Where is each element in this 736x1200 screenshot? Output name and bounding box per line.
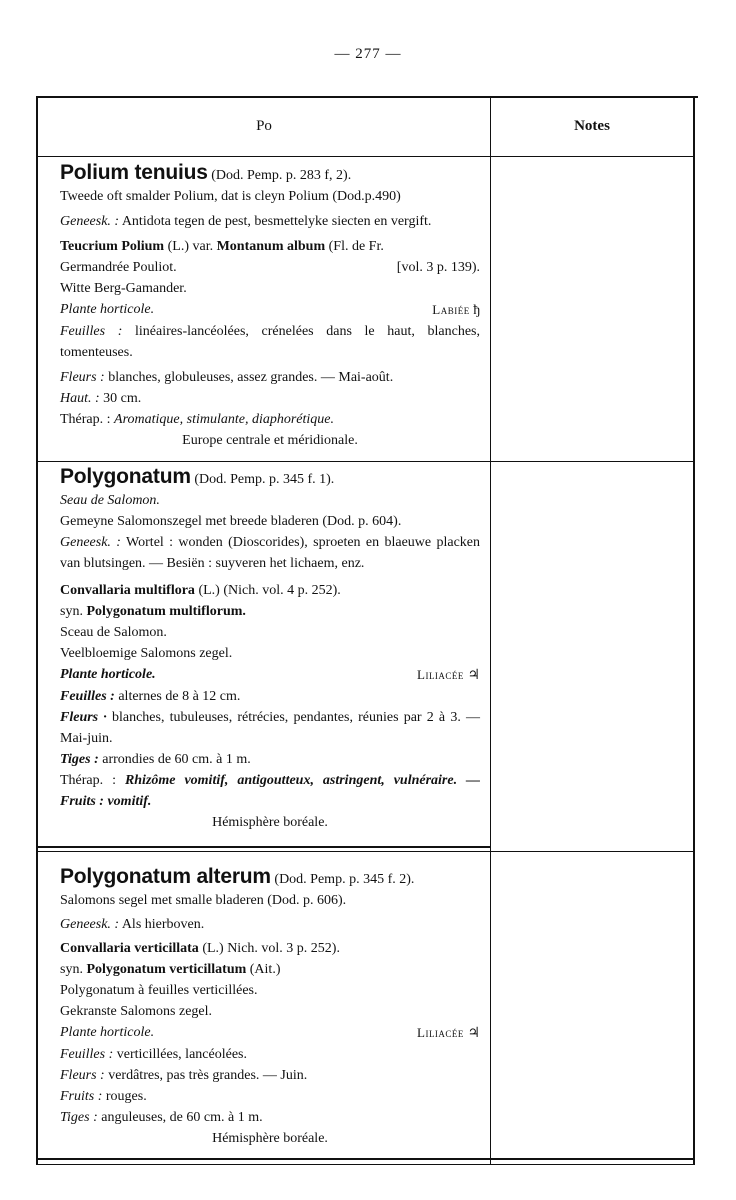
french-name-line: Germandrée Pouliot. [vol. 3 p. 139). bbox=[60, 260, 480, 275]
geneesk-line: Geneesk. : Wortel : wonden (Dioscorides), sproeten en blaeuwe placken van blutsingen. — Besiën : suyveren het lichaem, enz. bbox=[60, 535, 481, 571]
french-common-name: Seau de Salomon. bbox=[60, 493, 160, 508]
left-rule bbox=[36, 96, 38, 1164]
entry-title: Polygonatum alterum bbox=[60, 865, 271, 888]
perennial-symbol: ♃ bbox=[467, 668, 480, 683]
notes-separator-2 bbox=[491, 851, 693, 852]
tiges-line: Tiges : arrondies de 60 cm. à 1 m. bbox=[60, 752, 251, 767]
plante-line: Plante horticole. Labiée ђ bbox=[60, 302, 480, 318]
fleurs-line: Fleurs : blanches, globuleuses, assez grandes. — Mai-août. bbox=[60, 370, 394, 385]
entry-title: Polium tenuius bbox=[60, 161, 208, 184]
plante-line: Plante horticole. Liliacée ♃ bbox=[60, 1025, 480, 1041]
region-line: Hémisphère boréale. bbox=[212, 815, 328, 830]
therap-line: Thérap. : Aromatique, stimulante, diaphorétique. bbox=[60, 412, 334, 427]
dutch-name: Tweede oft smalder Polium, dat is cleyn Polium (Dod.p.490) bbox=[60, 189, 401, 204]
haut-line: Haut. : 30 cm. bbox=[60, 391, 142, 406]
entry-separator-1 bbox=[38, 461, 490, 462]
fleurs-line: Fleurs : verdâtres, pas très grandes. — Juin. bbox=[60, 1068, 308, 1083]
french-name-line: Sceau de Salomon. bbox=[60, 625, 167, 640]
fruits-line: Fruits : rouges. bbox=[60, 1089, 147, 1104]
entry-polygonatum-alterum bbox=[60, 866, 480, 1149]
region-line: Europe centrale et méridionale. bbox=[182, 433, 358, 448]
entry-title: Polygonatum bbox=[60, 465, 191, 488]
entry-reference: (Dod. Pemp. p. 345 f. 1). bbox=[194, 472, 335, 487]
french-name-line: Polygonatum à feuilles verticillées. bbox=[60, 983, 258, 998]
family-label: Liliacée bbox=[417, 667, 464, 682]
entry-separator-2 bbox=[38, 846, 490, 848]
feuilles-line: Feuilles : alternes de 8 à 12 cm. bbox=[60, 689, 241, 704]
dutch-common-name: Witte Berg-Gamander. bbox=[60, 281, 187, 296]
dutch-common-name: Gekranste Salomons zegel. bbox=[60, 1004, 213, 1019]
synonym-line-2: syn. Polygonatum multiflorum. bbox=[60, 604, 246, 619]
synonym-line-1: Convallaria verticillata (L.) Nich. vol. 3 p. 252). bbox=[60, 941, 340, 956]
entry-reference: (Dod. Pemp. p. 283 f, 2). bbox=[211, 168, 352, 183]
column-divider bbox=[490, 96, 491, 1164]
dutch-common-name: Veelbloemige Salomons zegel. bbox=[60, 646, 233, 661]
feuilles-line: Feuilles : verticillées, lancéolées. bbox=[60, 1047, 247, 1062]
bottom-rule-thin bbox=[36, 1164, 695, 1165]
feuilles-line: Feuilles : linéaires-lancéolées, crénelées dans le haut, blanches, tomenteuses. bbox=[60, 324, 480, 360]
fleurs-line: Fleurs · blanches, tubuleuses, rétrécies, pendantes, réunies par 2 à 3. — Mai-juin. bbox=[60, 710, 480, 746]
entry-polium-tenuius bbox=[60, 162, 480, 451]
notes-separator-1 bbox=[491, 461, 693, 462]
entry-separator-2-thin bbox=[38, 851, 490, 852]
geneesk-line: Geneesk. : Antidota tegen de pest, besmettelyke siecten en vergift. bbox=[60, 214, 432, 229]
region-line: Hémisphère boréale. bbox=[212, 1131, 328, 1146]
therap-line: Thérap. : Rhizôme vomitif, antigoutteux, astringent, vulnéraire. — Fruits : vomitif. bbox=[60, 773, 481, 809]
perennial-symbol: ђ bbox=[473, 303, 480, 318]
column-header-po: Po bbox=[256, 118, 272, 134]
family-label: Liliacée bbox=[417, 1025, 464, 1040]
geneesk-line: Geneesk. : Als hierboven. bbox=[60, 917, 205, 932]
bottom-rule bbox=[36, 1158, 695, 1160]
column-header-notes: Notes bbox=[574, 118, 610, 134]
right-rule bbox=[693, 96, 695, 1164]
dutch-name: Salomons segel met smalle bladeren (Dod. p. 606). bbox=[60, 893, 347, 908]
synonym-line-1: Convallaria multiflora (L.) (Nich. vol. 4 p. 252). bbox=[60, 583, 341, 598]
tiges-line: Tiges : anguleuses, de 60 cm. à 1 m. bbox=[60, 1110, 263, 1125]
entry-polygonatum bbox=[60, 466, 480, 833]
header-separator bbox=[38, 156, 693, 157]
page-number: — 277 — bbox=[334, 46, 402, 62]
dutch-name: Gemeyne Salomonszegel met breede bladeren (Dod. p. 604). bbox=[60, 514, 402, 529]
synonym-line: Teucrium Polium (L.) var. Montanum album (Fl. de Fr. bbox=[60, 239, 384, 254]
plante-line: Plante horticole. Liliacée ♃ bbox=[60, 667, 480, 683]
synonym-line-2: syn. Polygonatum verticillatum (Ait.) bbox=[60, 962, 281, 977]
family-label: Labiée bbox=[432, 302, 470, 317]
perennial-symbol: ♃ bbox=[467, 1026, 480, 1041]
entry-reference: (Dod. Pemp. p. 345 f. 2). bbox=[274, 872, 415, 887]
